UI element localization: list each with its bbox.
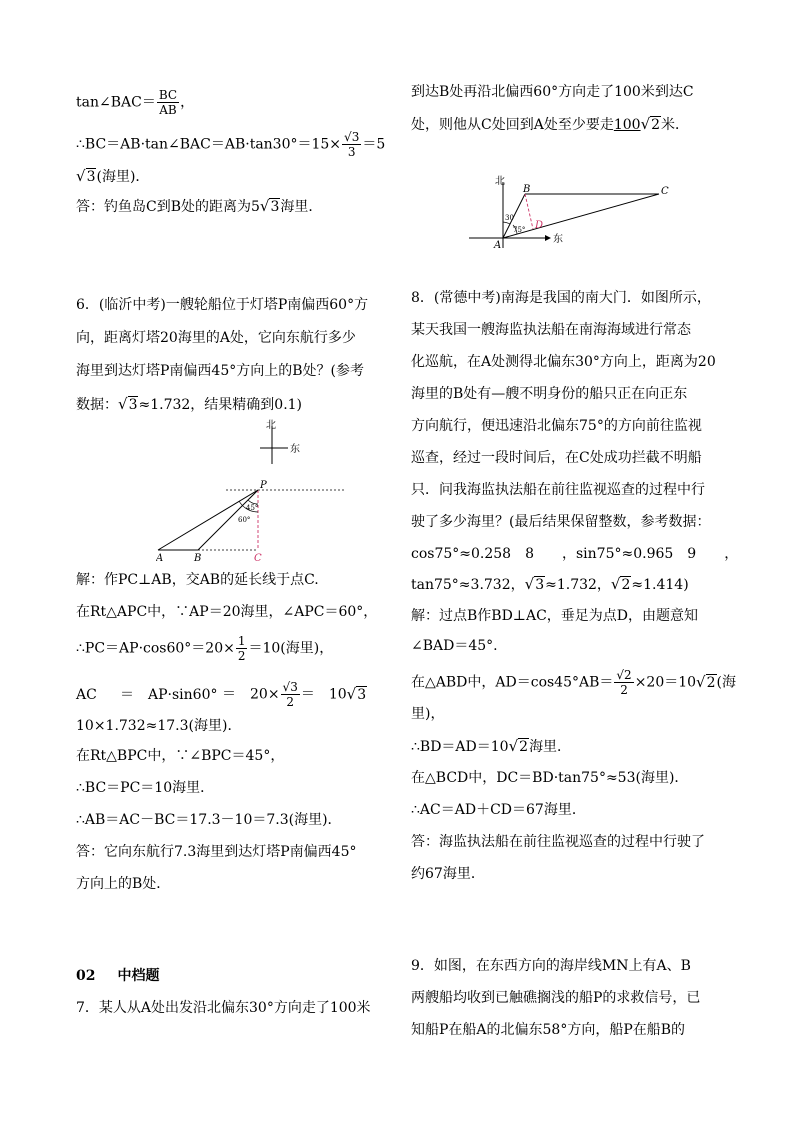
radicand: 3 [357,686,367,703]
fraction [236,634,248,663]
solution-6-line [76,680,367,709]
text: ≈1.732， [545,577,611,593]
label-45: 45° [246,504,259,512]
sqrt: √2 [696,672,716,691]
question-8-line: cos75°≈0.258 8 ，sin75°≈0.965 9 ， [411,546,739,562]
solution-6-line: ∴BC＝PC＝10海里． [76,780,215,796]
question-7-line: 到达B处再沿北偏西60°方向走了100米到达C [411,84,694,100]
text: 米． [661,117,690,133]
text-line [76,196,322,217]
solution-8-line [411,668,736,697]
label-30: 30 [505,214,514,222]
label-B: B [523,184,531,195]
answer-value: 100 [613,117,641,133]
numerator: √3 [282,680,298,694]
sqrt: √2 [640,115,661,133]
radicand: 3 [535,577,545,593]
label-75: 75° [513,226,526,234]
label-B: B [194,553,202,564]
text-line [76,88,194,117]
sqrt: √3 [259,197,280,215]
numerator: 1 [237,634,246,648]
text-line [76,130,385,159]
denominator: 2 [286,695,294,709]
radicand: 3 [86,169,96,185]
solution-6-line: 在Rt△BPC中，∵∠BPC＝45°， [76,748,285,764]
question-8-line: 巡查，经过一段时间后，在C处成功拦截不明船 [411,450,702,466]
solution-8-line: ∠BAD＝45°. [411,638,498,654]
answer-blank [614,117,661,133]
question-8-line: 只．问我海监执法船在前往监视巡查的过程中行 [411,482,705,498]
sqrt: √3 [76,167,96,185]
radicand: 3 [128,397,138,413]
solution-8-line: ∴AC＝AD＋CD＝67海里． [411,802,586,818]
section-heading [76,966,159,986]
label-C: C [254,553,262,564]
north-label: 北 [266,420,276,431]
numerator: √3 [344,130,360,144]
solution-6-line [76,634,333,663]
question-6-line: 向，距离灯塔20海里的A处，它向东航行多少 [76,330,356,346]
question-6-line: 6．(临沂中考)一艘轮船位于灯塔P南偏西60°方 [76,297,369,313]
question-8-line: 化巡航，在A处测得北偏东30°方向上，距离为20 [411,354,716,370]
label-A: A [494,240,502,251]
solution-6-line: 答：它向东航行7.3海里到达灯塔P南偏西45° [76,844,357,860]
solution-6-line: 方向上的B处． [76,876,171,892]
question-6-line: 海里到达灯塔P南偏西45°方向上的B处？(参考 [76,363,364,379]
label-A: A [156,553,164,564]
solution-8-line: 在△BCD中，DC＝BD·tan75°≈53(海里)． [411,770,689,786]
text: ， [180,94,195,111]
text-line [76,166,149,187]
text: 海里． [280,199,323,215]
question-8-line: 海里的B处有—艘不明身份的船只正在向正东 [411,386,688,402]
text: 海里． [529,739,572,755]
solution-8-line: 答：海监执法船在前往监视巡查的过程中行驶了 [411,834,705,850]
radicand: 2 [706,674,716,691]
east-arrow [545,235,551,241]
sqrt: √2 [610,575,631,593]
label-C: C [661,186,669,197]
text: 处，则他从C处回到A处至少要走 [411,117,614,133]
north-label: 北 [495,176,505,187]
label-D: D [535,220,544,231]
text: ＝ 10 [300,686,347,703]
text: ＝5 [362,136,386,153]
text: ＝10(海里)， [248,640,334,657]
question-7-line [411,114,689,135]
question-8-line: 8．(常德中考)南海是我国的南大门．如图所示， [411,290,711,306]
solution-6-line: ∴AB＝AC－BC＝17.3－10＝7.3(海里)． [76,812,342,828]
sqrt: √2 [508,737,529,755]
solution-8-line [411,736,571,757]
denominator: AB [159,103,177,117]
numerator: BC [158,88,178,102]
question-6-line [76,394,302,415]
sqrt: √3 [524,575,545,593]
fraction [281,680,300,709]
fraction [157,88,179,117]
figure-q7 [463,172,683,252]
fraction [342,130,361,159]
text: ＝ 20× [222,686,280,703]
text: (海里)． [96,169,150,185]
radicand: 2 [621,577,631,593]
text: ∴PC＝AP·cos60°＝20× [76,640,235,657]
east-label: 东 [290,444,300,455]
question-8-line: 驶了多少海里？(最后结果保留整数，参考数据： [411,514,711,530]
text: 在△ABD中，AD＝cos45°AB＝ [411,674,614,691]
text: 数据： [76,397,118,413]
angle-arc-30 [503,222,510,224]
text: tan∠BAC＝ [76,94,156,111]
text: ∴BD＝AD＝10 [411,739,509,755]
text: ≈1.732，结果精确到0.1) [138,397,303,413]
question-9-line: 9．如图，在东西方向的海岸线MN上有A、B [411,958,691,974]
question-8-line: 方向航行，便迅速沿北偏东75°的方向前往监视 [411,418,702,434]
section-title: 中档题 [117,968,160,984]
fraction [614,668,633,697]
sqrt: √3 [346,684,367,703]
question-8-line: 某天我国一艘海监执法船在南海海域进行常态 [411,322,691,338]
east-label: 东 [553,234,563,245]
segment-BD [525,194,533,229]
text: ∴BC＝AB·tan∠BAC＝AB·tan30°＝15× [76,136,342,153]
text: (海 [716,674,736,691]
text: ＝ AP·sin60° [120,686,218,703]
solution-8-line: 约67海里． [411,866,485,882]
numerator: √2 [616,668,632,682]
denominator: 3 [347,145,356,159]
solution-8-line: 解：过点B作BD⊥AC，垂足为点D，由题意知 [411,608,699,624]
text: ≈1.414) [631,577,689,593]
radicand: 3 [270,199,280,215]
text: tan75°≈3.732， [411,577,525,593]
figure-q6 [156,418,386,566]
question-9-line: 两艘船均收到已触礁搁浅的船P的求救信号，已 [411,990,701,1006]
solution-6-line: 10×1.732≈17.3(海里)． [76,718,242,734]
text: AC [76,686,97,703]
text: ×20＝10 [634,674,697,691]
solution-8-line: 里)， [411,706,445,722]
radicand: 2 [519,739,529,755]
solution-6-line: 在Rt△APC中，∵AP＝20海里，∠APC＝60°， [76,604,378,620]
radicand: 2 [651,117,661,133]
denominator: 2 [620,683,628,697]
solution-6-line: 解：作PC⊥AB，交AB的延长线于点C. [76,572,319,588]
label-60: 60° [238,516,251,524]
text: 答：钓鱼岛C到B处的距离为5 [76,199,260,215]
question-9-line: 知船P在船A的北偏东58°方向，船P在船B的 [411,1022,686,1038]
question-7-line: 7．某人从A处出发沿北偏东30°方向走了100米 [76,1000,371,1016]
label-P: P [260,480,267,491]
denominator: 2 [237,649,246,663]
question-8-line [411,574,689,595]
sqrt: √3 [118,395,138,413]
section-number: 02 [76,968,96,984]
